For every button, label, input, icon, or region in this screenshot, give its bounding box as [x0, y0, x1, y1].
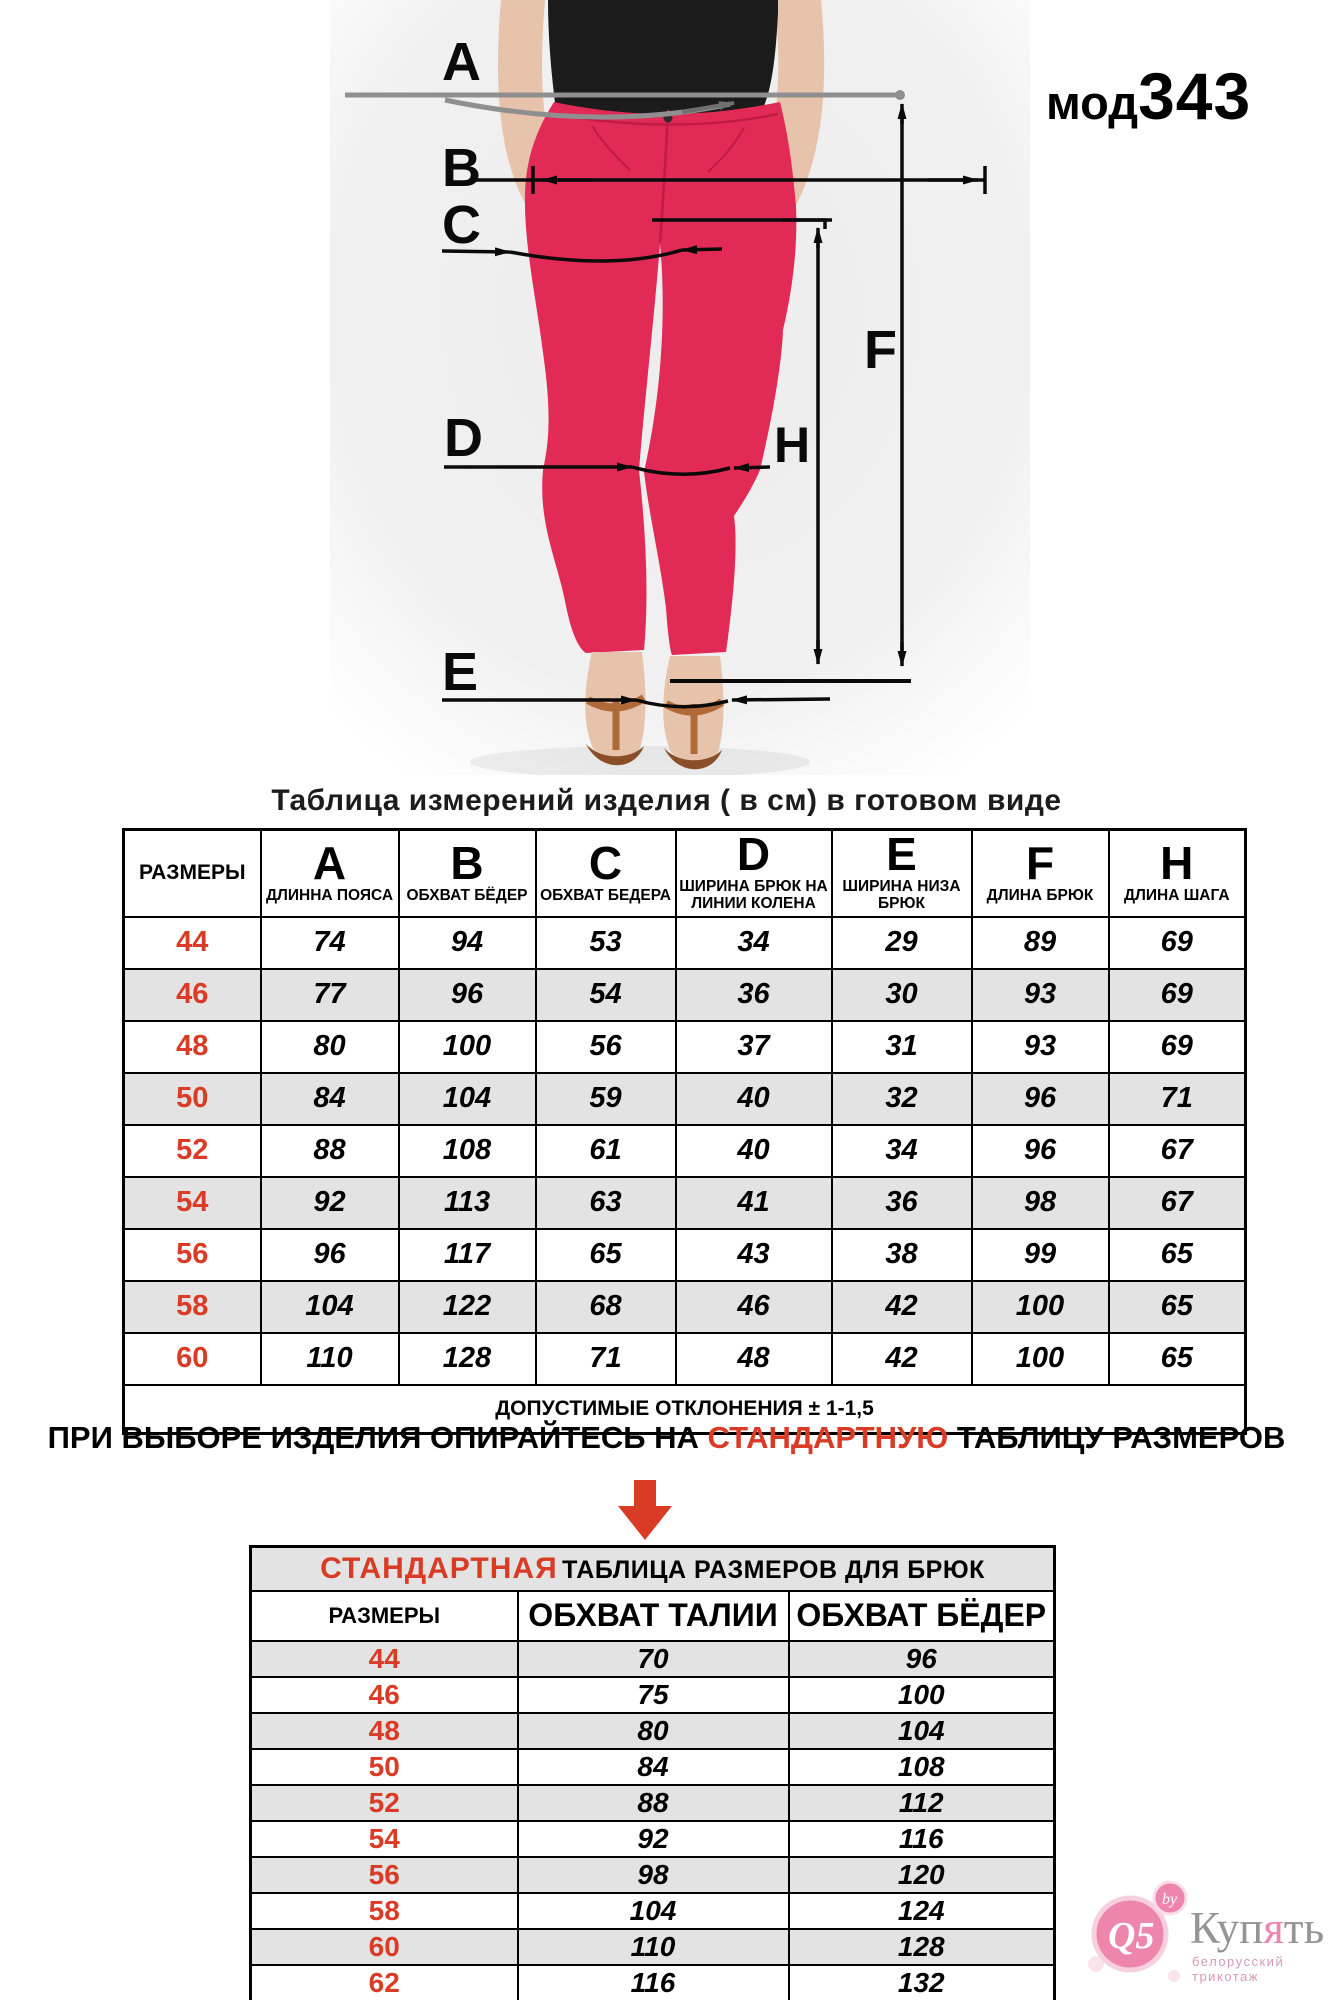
- value-cell-f: 96: [972, 1073, 1109, 1125]
- measurement-table-row: [124, 1177, 1246, 1229]
- value-cell-e: 34: [832, 1125, 972, 1177]
- size-cell: 56: [124, 1229, 261, 1281]
- size-cell: 44: [251, 1641, 518, 1677]
- value-cell-f: 98: [972, 1177, 1109, 1229]
- e-arrow-left: [732, 699, 830, 700]
- hips-cell: 128: [789, 1929, 1055, 1965]
- standard-table-row: [251, 1749, 1055, 1785]
- shop-logo: [1074, 1876, 1333, 1996]
- label-c: C: [442, 195, 481, 255]
- value-cell-c: 65: [536, 1229, 676, 1281]
- measurement-table-row: [124, 917, 1246, 969]
- standard-table-row: [251, 1785, 1055, 1821]
- size-cell: 46: [251, 1677, 518, 1713]
- value-cell-h: 67: [1109, 1177, 1246, 1229]
- value-cell-d: 34: [676, 917, 832, 969]
- size-cell: 50: [251, 1749, 518, 1785]
- hips-cell: 132: [789, 1965, 1055, 2000]
- tolerance-label: ДОПУСТИМЫЕ ОТКЛОНЕНИЯ: [495, 1396, 803, 1420]
- standard-table-title-row: [251, 1547, 1055, 1591]
- hips-cell: 116: [789, 1821, 1055, 1857]
- value-cell-f: 96: [972, 1125, 1109, 1177]
- measurement-table-title: Таблица измерений изделия ( в см) в готовом виде: [271, 784, 1062, 817]
- column-header-sizes: РАЗМЕРЫ: [251, 1591, 518, 1641]
- value-cell-a: 74: [261, 917, 399, 969]
- c-arrow-left: [682, 249, 722, 250]
- value-cell-a: 77: [261, 969, 399, 1021]
- standard-table-row: [251, 1641, 1055, 1677]
- standard-table-row: [251, 1821, 1055, 1857]
- measurement-table-header-row: [124, 830, 1246, 917]
- value-cell-c: 71: [536, 1333, 676, 1385]
- value-cell-e: 32: [832, 1073, 972, 1125]
- measurement-table-row: [124, 1073, 1246, 1125]
- value-cell-a: 110: [261, 1333, 399, 1385]
- value-cell-d: 43: [676, 1229, 832, 1281]
- waist-cell: 88: [518, 1785, 789, 1821]
- column-header-a: A ДЛИННА ПОЯСА: [261, 830, 399, 917]
- value-cell-h: 67: [1109, 1125, 1246, 1177]
- value-cell-d: 40: [676, 1073, 832, 1125]
- advisory-suffix: ТАБЛИЦУ РАЗМЕРОВ: [948, 1420, 1286, 1455]
- label-e: E: [442, 642, 479, 702]
- label-d: D: [444, 408, 483, 468]
- value-cell-a: 92: [261, 1177, 399, 1229]
- waist-cell: 84: [518, 1749, 789, 1785]
- measurement-table-row: [124, 1125, 1246, 1177]
- left-foot: [585, 652, 645, 765]
- value-cell-c: 59: [536, 1073, 676, 1125]
- measurement-table-row: [124, 1281, 1246, 1333]
- hips-cell: 120: [789, 1857, 1055, 1893]
- value-cell-h: 65: [1109, 1281, 1246, 1333]
- label-a: A: [442, 32, 481, 92]
- size-cell: 46: [124, 969, 261, 1021]
- value-cell-h: 71: [1109, 1073, 1246, 1125]
- value-cell-c: 53: [536, 917, 676, 969]
- value-cell-b: 108: [399, 1125, 536, 1177]
- standard-table-title-rest: ТАБЛИЦА РАЗМЕРОВ ДЛЯ БРЮК: [562, 1555, 985, 1584]
- hips-cell: 112: [789, 1785, 1055, 1821]
- logo-badge: [1074, 1876, 1194, 1996]
- label-f: F: [864, 320, 897, 380]
- waist-cell: 110: [518, 1929, 789, 1965]
- size-cell: 48: [124, 1021, 261, 1073]
- column-header-hips: ОБХВАТ БЁДЕР: [789, 1591, 1055, 1641]
- d-arrow-left: [734, 467, 770, 468]
- size-cell: 58: [124, 1281, 261, 1333]
- value-cell-d: 40: [676, 1125, 832, 1177]
- size-cell: 48: [251, 1713, 518, 1749]
- column-header-e: E ШИРИНА НИЗА БРЮК: [832, 830, 972, 917]
- value-cell-f: 93: [972, 969, 1109, 1021]
- value-cell-b: 122: [399, 1281, 536, 1333]
- value-cell-b: 104: [399, 1073, 536, 1125]
- size-cell: 56: [251, 1857, 518, 1893]
- value-cell-f: 100: [972, 1333, 1109, 1385]
- value-cell-c: 54: [536, 969, 676, 1021]
- standard-size-table: [249, 1545, 1056, 2000]
- measurement-table-row: [124, 1229, 1246, 1281]
- waist-cell: 92: [518, 1821, 789, 1857]
- size-cell: 54: [251, 1821, 518, 1857]
- pants-diagram-svg: [330, 0, 1030, 775]
- value-cell-b: 100: [399, 1021, 536, 1073]
- hips-cell: 124: [789, 1893, 1055, 1929]
- measurement-table-row: [124, 1021, 1246, 1073]
- model-prefix: мод: [1046, 76, 1139, 129]
- value-cell-b: 128: [399, 1333, 536, 1385]
- down-arrow-icon: [612, 1480, 678, 1545]
- value-cell-a: 88: [261, 1125, 399, 1177]
- column-header-d: D ШИРИНА БРЮК НА ЛИНИИ КОЛЕНА: [676, 830, 832, 917]
- measurement-table-row: [124, 1333, 1246, 1385]
- value-cell-f: 100: [972, 1281, 1109, 1333]
- value-cell-a: 80: [261, 1021, 399, 1073]
- measurement-table: [122, 828, 1247, 1435]
- size-cell: 58: [251, 1893, 518, 1929]
- standard-table-row: [251, 1929, 1055, 1965]
- column-header-f: F ДЛИНА БРЮК: [972, 830, 1109, 917]
- waist-cell: 98: [518, 1857, 789, 1893]
- hips-cell: 100: [789, 1677, 1055, 1713]
- value-cell-b: 117: [399, 1229, 536, 1281]
- logo-tagline: белорусский трикотаж: [1192, 1954, 1285, 1984]
- value-cell-f: 93: [972, 1021, 1109, 1073]
- value-cell-h: 65: [1109, 1333, 1246, 1385]
- label-h: H: [774, 417, 811, 473]
- standard-table-row: [251, 1677, 1055, 1713]
- value-cell-e: 42: [832, 1333, 972, 1385]
- advisory-prefix: ПРИ ВЫБОРЕ ИЗДЕЛИЯ ОПИРАЙТЕСЬ НА: [47, 1420, 708, 1455]
- waist-cell: 104: [518, 1893, 789, 1929]
- standard-table-row: [251, 1857, 1055, 1893]
- value-cell-a: 104: [261, 1281, 399, 1333]
- value-cell-d: 37: [676, 1021, 832, 1073]
- size-cell: 60: [124, 1333, 261, 1385]
- value-cell-f: 89: [972, 917, 1109, 969]
- value-cell-h: 69: [1109, 917, 1246, 969]
- column-header-sizes: РАЗМЕРЫ: [124, 830, 261, 917]
- size-cell: 52: [251, 1785, 518, 1821]
- value-cell-d: 46: [676, 1281, 832, 1333]
- pants-measurement-diagram: [330, 0, 1030, 775]
- black-top: [548, 0, 778, 118]
- value-cell-b: 96: [399, 969, 536, 1021]
- value-cell-b: 113: [399, 1177, 536, 1229]
- hips-cell: 108: [789, 1749, 1055, 1785]
- value-cell-e: 29: [832, 917, 972, 969]
- value-cell-h: 69: [1109, 969, 1246, 1021]
- value-cell-h: 65: [1109, 1229, 1246, 1281]
- value-cell-a: 84: [261, 1073, 399, 1125]
- value-cell-c: 68: [536, 1281, 676, 1333]
- hips-cell: 96: [789, 1641, 1055, 1677]
- hips-cell: 104: [789, 1713, 1055, 1749]
- standard-table-title-highlight: СТАНДАРТНАЯ: [320, 1551, 558, 1585]
- value-cell-e: 36: [832, 1177, 972, 1229]
- standard-table-header-row: [251, 1591, 1055, 1641]
- value-cell-c: 56: [536, 1021, 676, 1073]
- size-cell: 44: [124, 917, 261, 969]
- standard-table-row: [251, 1713, 1055, 1749]
- value-cell-e: 31: [832, 1021, 972, 1073]
- value-cell-d: 41: [676, 1177, 832, 1229]
- value-cell-d: 36: [676, 969, 832, 1021]
- value-cell-a: 96: [261, 1229, 399, 1281]
- standard-table-row: [251, 1893, 1055, 1929]
- value-cell-h: 69: [1109, 1021, 1246, 1073]
- value-cell-c: 63: [536, 1177, 676, 1229]
- value-cell-e: 38: [832, 1229, 972, 1281]
- advisory-text: [0, 1420, 1333, 1456]
- value-cell-f: 99: [972, 1229, 1109, 1281]
- logo-badge-by: by: [1162, 1891, 1178, 1908]
- column-header-c: C ОБХВАТ БЕДЕРА: [536, 830, 676, 917]
- size-cell: 54: [124, 1177, 261, 1229]
- size-cell: 50: [124, 1073, 261, 1125]
- model-digits: 343: [1138, 59, 1252, 133]
- waist-cell: 116: [518, 1965, 789, 2000]
- value-cell-e: 42: [832, 1281, 972, 1333]
- right-foot: [663, 656, 723, 769]
- a-line-end-dot: [895, 90, 905, 100]
- size-cell: 52: [124, 1125, 261, 1177]
- value-cell-e: 30: [832, 969, 972, 1021]
- column-header-waist: ОБХВАТ ТАЛИИ: [518, 1591, 789, 1641]
- value-cell-c: 61: [536, 1125, 676, 1177]
- advisory-highlight: СТАНДАРТНУЮ: [707, 1420, 949, 1455]
- waist-cell: 80: [518, 1713, 789, 1749]
- standard-table-row: [251, 1965, 1055, 2000]
- size-cell: 62: [251, 1965, 518, 2000]
- waist-cell: 75: [518, 1677, 789, 1713]
- column-header-h: H ДЛИНА ШАГА: [1109, 830, 1246, 917]
- column-header-b: B ОБХВАТ БЁДЕР: [399, 830, 536, 917]
- value-cell-b: 94: [399, 917, 536, 969]
- size-cell: 60: [251, 1929, 518, 1965]
- value-cell-d: 48: [676, 1333, 832, 1385]
- logo-name: Купять: [1190, 1903, 1325, 1953]
- measurement-table-row: [124, 969, 1246, 1021]
- model-number: [1046, 58, 1251, 134]
- waist-cell: 70: [518, 1641, 789, 1677]
- label-b: B: [442, 138, 481, 198]
- tolerance-value: ± 1-1,5: [808, 1396, 874, 1420]
- logo-badge-q5: Q5: [1108, 1915, 1155, 1957]
